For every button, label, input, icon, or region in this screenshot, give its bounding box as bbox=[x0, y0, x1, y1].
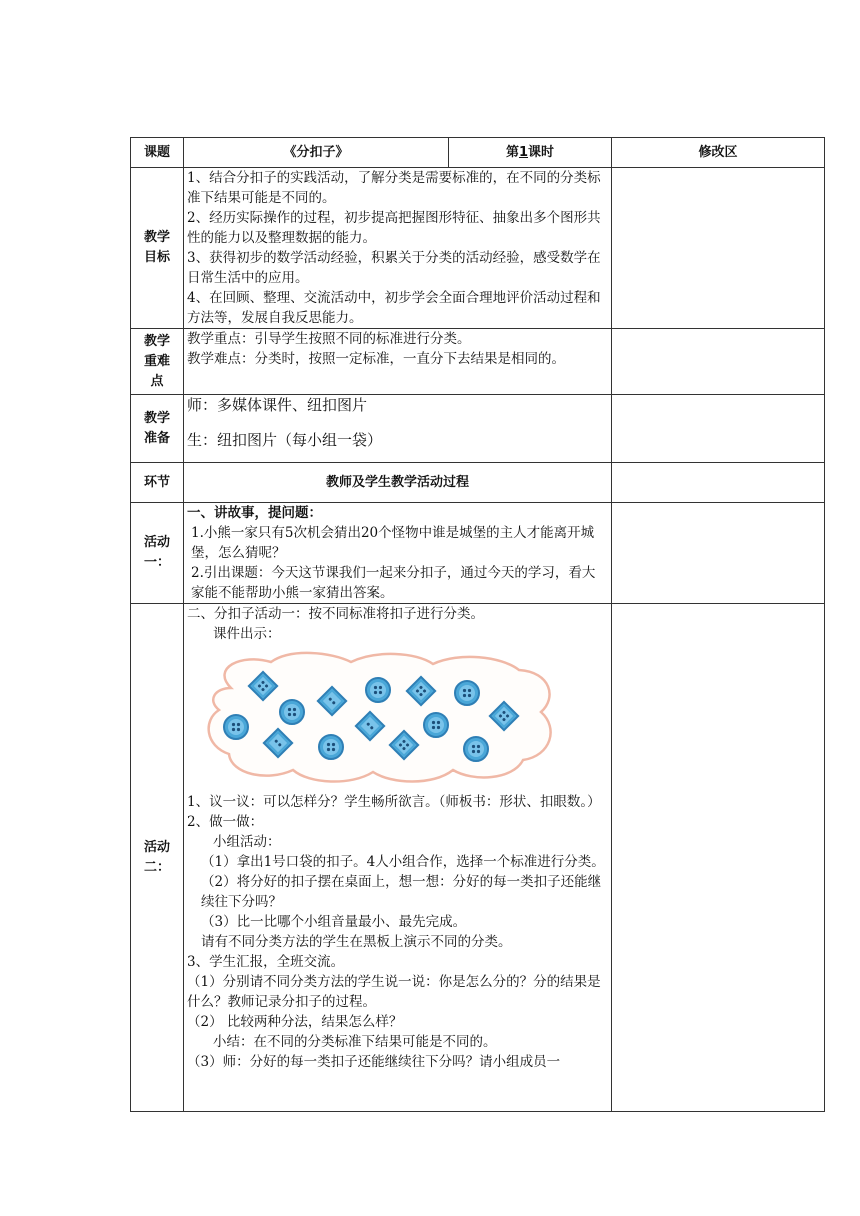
key-points-content bbox=[184, 329, 612, 395]
process-title: 教师及学生教学活动过程 bbox=[184, 463, 612, 503]
revision-cell bbox=[612, 395, 825, 463]
report-title: 3、学生汇报，全班交流。 bbox=[187, 954, 345, 970]
step-three: （3）比一比哪个小组音量最小、最先完成。 bbox=[201, 914, 467, 930]
group-activity-label: 小组活动： bbox=[213, 834, 281, 850]
teacher-preparation: 师：多媒体课件、纽扣图片 bbox=[187, 396, 368, 414]
process-header-row bbox=[131, 463, 825, 503]
revision-area-label: 修改区 bbox=[612, 138, 825, 168]
objective-item: 1、结合分扣子的实践活动，了解分类是需要标准的，在不同的分类标准下结果可能是不同的。 bbox=[187, 170, 601, 206]
round-button-icon bbox=[455, 681, 479, 705]
round-button-icon bbox=[280, 700, 304, 724]
courseware-label: 课件出示： bbox=[213, 626, 281, 642]
key-points-label: 教学重难点 bbox=[131, 329, 184, 395]
topic-label: 课题 bbox=[131, 138, 184, 168]
student-preparation: 生：纽扣图片（每小组一袋） bbox=[187, 431, 383, 449]
report-three: （3）师：分好的每一类扣子还能继续往下分吗？请小组成员一 bbox=[187, 1054, 561, 1070]
objective-item: 4、在回顾、整理、交流活动中，初步学会全面合理地评价活动过程和方法等，发展自我反思能力。 bbox=[187, 290, 601, 326]
step-two: （2）将分好的扣子摆在桌面上，想一想：分好的每一类扣子还能继续往下分吗？ bbox=[201, 874, 602, 910]
preparation-row bbox=[131, 395, 825, 463]
summary-line: 小结：在不同的分类标准下结果可能是不同的。 bbox=[213, 1034, 497, 1050]
key-points-row bbox=[131, 329, 825, 395]
activity-one-label: 活动一： bbox=[131, 503, 184, 604]
round-button-icon bbox=[464, 737, 488, 761]
topic-value: 《分扣子》 bbox=[184, 138, 449, 168]
discuss-line: 1、议一议：可以怎样分？学生畅所欲言。（师板书：形状、扣眼数。） bbox=[187, 794, 601, 810]
revision-cell bbox=[612, 329, 825, 395]
revision-cell bbox=[612, 168, 825, 329]
activity-one-row bbox=[131, 503, 825, 604]
revision-cell bbox=[612, 463, 825, 503]
activity-two-heading: 二、分扣子活动一：按不同标准将扣子进行分类。 bbox=[187, 606, 484, 622]
round-button-icon bbox=[366, 678, 390, 702]
revision-cell bbox=[612, 604, 825, 1112]
activity-two-row bbox=[131, 604, 825, 1112]
key-point-focus: 教学重点：引导学生按照不同的标准进行分类。 bbox=[187, 331, 471, 347]
activity-one-line: 1.小熊一家只有5次机会猜出20个怪物中谁是城堡的主人才能离开城堡，怎么猜呢？ bbox=[191, 525, 595, 561]
step-one: （1）拿出1号口袋的扣子。4人小组合作，选择一个标准进行分类。 bbox=[201, 854, 605, 870]
preparation-content bbox=[184, 395, 612, 463]
lesson-number: 1 bbox=[518, 144, 529, 160]
objectives-label: 教学目标 bbox=[131, 168, 184, 329]
objective-item: 3、获得初步的数学活动经验，积累关于分类的活动经验，感受数学在日常生活中的应用。 bbox=[187, 250, 601, 286]
round-button-icon bbox=[224, 715, 248, 739]
process-label: 环节 bbox=[131, 463, 184, 503]
activity-one-heading: 一、讲故事，提问题： bbox=[187, 505, 322, 521]
key-point-difficulty: 教学难点：分类时，按照一定标准，一直分下去结果是相同的。 bbox=[187, 351, 565, 367]
round-button-icon bbox=[319, 735, 343, 759]
lesson-prefix: 第 bbox=[505, 144, 519, 160]
report-two: （2） 比较两种分法，结果怎么样？ bbox=[187, 1014, 403, 1030]
do-title: 2、做一做： bbox=[187, 814, 264, 830]
header-row bbox=[131, 138, 825, 168]
objectives-row bbox=[131, 168, 825, 329]
activity-two-label: 活动二： bbox=[131, 604, 184, 1112]
lesson-suffix: 课时 bbox=[528, 144, 555, 160]
lesson-plan-table bbox=[130, 137, 825, 1112]
activity-two-content bbox=[184, 604, 612, 1112]
preparation-label: 教学准备 bbox=[131, 395, 184, 463]
report-one: （1）分别请不同分类方法的学生说一说：你是怎么分的？分的结果是什么？教师记录分扣子的过程。 bbox=[187, 974, 601, 1010]
revision-cell bbox=[612, 503, 825, 604]
activity-one-line: 2.引出课题：今天这节课我们一起来分扣子，通过今天的学习，看大家能不能帮助小熊一家猜出答案。 bbox=[191, 565, 596, 601]
objectives-content bbox=[184, 168, 612, 329]
lesson-number-cell bbox=[449, 138, 612, 168]
buttons-illustration bbox=[201, 648, 561, 788]
demo-line: 请有不同分类方法的学生在黑板上演示不同的分类。 bbox=[201, 934, 512, 950]
activity-one-content bbox=[184, 503, 612, 604]
round-button-icon bbox=[424, 713, 448, 737]
objective-item: 2、经历实际操作的过程，初步提高把握图形特征、抽象出多个图形共性的能力以及整理数据的能力。 bbox=[187, 210, 601, 246]
